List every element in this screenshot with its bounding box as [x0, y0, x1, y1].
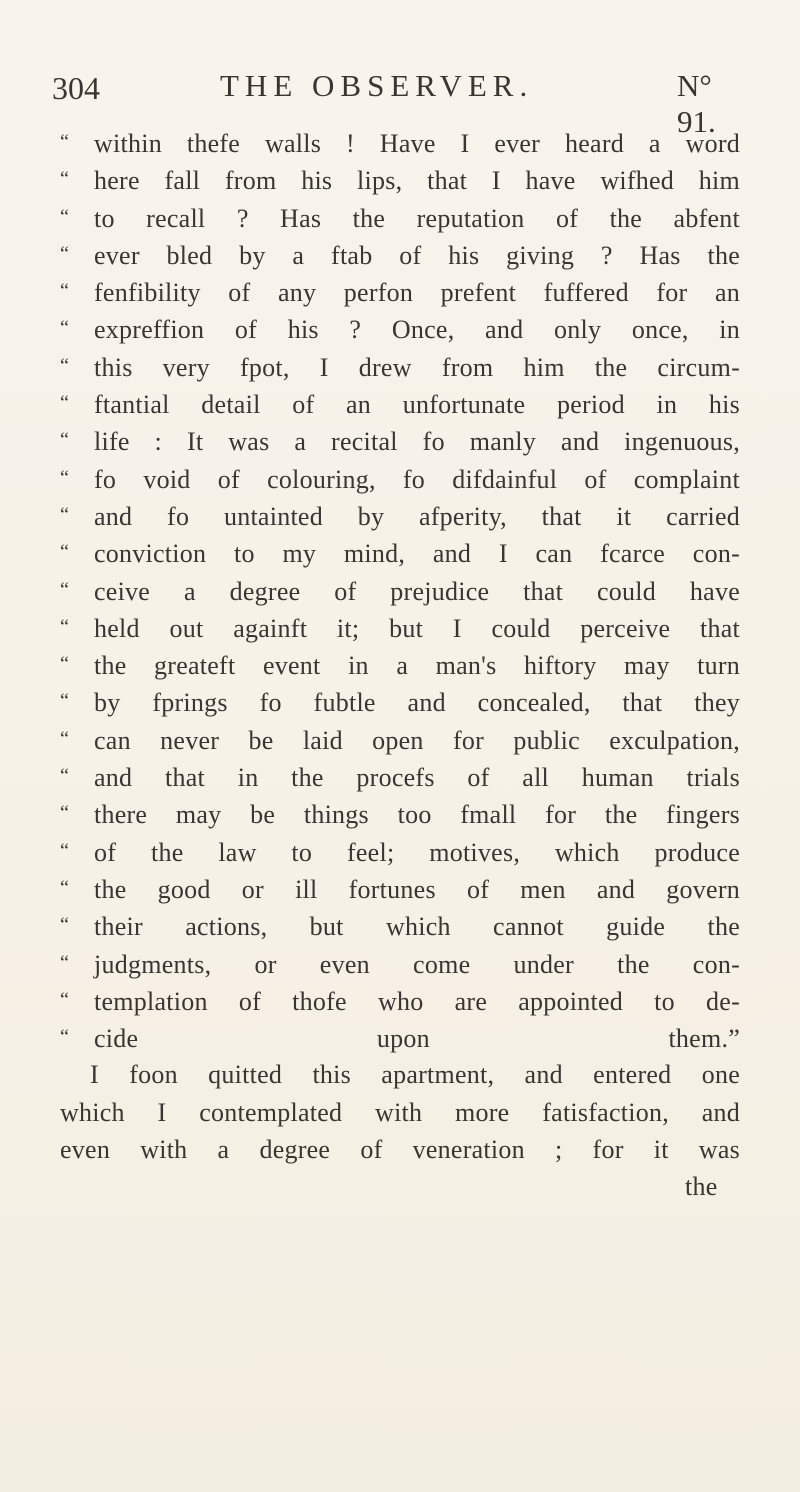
text-line — [60, 907, 740, 944]
issue-number: N° 91. — [677, 68, 716, 139]
line-text: this very fpot, I drew from him the circum- — [94, 352, 740, 382]
line-text: templation of thofe who are appointed to de- — [94, 986, 740, 1016]
text-line — [60, 385, 740, 422]
quote-mark: “ — [60, 876, 70, 899]
quote-mark: “ — [60, 802, 70, 825]
line-text: and fo untainted by afperity, that it carried — [94, 501, 740, 531]
line-text: life : It was a recital fo manly and ingenuous, — [94, 427, 740, 457]
line-text: the good or ill fortunes of men and govern — [94, 874, 740, 904]
quote-mark: “ — [60, 690, 70, 713]
text-line — [60, 870, 740, 907]
line-text: fo void of colouring, fo difdainful of complaint — [94, 464, 740, 494]
quote-mark: “ — [60, 615, 70, 638]
text-line — [60, 572, 740, 609]
line-text: to recall ? Has the reputation of the abfent — [94, 203, 740, 233]
quote-mark: “ — [60, 541, 70, 564]
text-line — [60, 945, 740, 982]
text-line — [60, 199, 740, 236]
quote-mark: “ — [60, 354, 70, 377]
line-text: judgments, or even come under the con- — [94, 949, 740, 979]
quote-mark: “ — [60, 466, 70, 489]
quote-mark: “ — [60, 578, 70, 601]
line-text: of the law to feel; motives, which produce — [94, 837, 740, 867]
line-text: within thefe walls ! Have I ever heard a word — [94, 129, 740, 158]
quote-mark: “ — [60, 168, 70, 191]
text-line — [60, 236, 740, 273]
line-text: there may be things too fmall for the fingers — [94, 800, 740, 830]
text-line — [60, 646, 740, 683]
text-line: which I contemplated with more fatisfaction, and — [60, 1097, 740, 1127]
quote-mark: “ — [60, 988, 70, 1011]
line-text: ceive a degree of prejudice that could have — [94, 576, 740, 606]
quote-mark: “ — [60, 914, 70, 937]
text-line — [60, 1019, 740, 1056]
line-text: fenfibility of any perfon prefent fuffered for an — [94, 278, 740, 308]
quote-mark: “ — [60, 951, 70, 974]
quote-mark: “ — [60, 205, 70, 228]
text-line — [60, 273, 740, 310]
text-line — [60, 609, 740, 646]
line-text: expreffion of his ? Once, and only once, in — [94, 315, 740, 345]
line-text: their actions, but which cannot guide the — [94, 912, 740, 942]
quote-mark: “ — [60, 392, 70, 415]
narrative-paragraph — [60, 1056, 740, 1168]
line-text: by fprings fo fubtle and concealed, that they — [94, 688, 740, 718]
text-line — [60, 833, 740, 870]
line-text: the greateft event in a man's hiftory may turn — [94, 651, 740, 681]
text-line — [60, 497, 740, 534]
quoted-passage — [60, 124, 740, 1056]
line-text: ftantial detail of an unfortunate period in his — [94, 390, 740, 420]
line-text: held out againft it; but I could perceive that — [94, 613, 740, 643]
quote-mark: “ — [60, 653, 70, 676]
text-line — [60, 534, 740, 571]
quote-mark: “ — [60, 727, 70, 750]
line-text: conviction to my mind, and I can fcarce con- — [94, 539, 740, 569]
quote-mark: “ — [60, 242, 70, 265]
text-line — [60, 683, 740, 720]
text-line: I foon quitted this apartment, and entered one — [90, 1060, 740, 1090]
quote-mark: “ — [60, 503, 70, 526]
text-line — [60, 161, 740, 198]
body-text — [60, 124, 740, 1206]
line-text: here fall from his lips, that I have wifhed him — [94, 166, 740, 196]
quote-mark: “ — [60, 765, 70, 788]
text-line: even with a degree of veneration ; for it was — [60, 1135, 740, 1165]
line-text: and that in the procefs of all human trials — [94, 763, 740, 793]
running-title: THE OBSERVER. — [220, 68, 534, 103]
text-line — [60, 422, 740, 459]
quote-mark: “ — [60, 429, 70, 452]
text-line — [60, 310, 740, 347]
catchword: the — [685, 1172, 718, 1202]
text-line — [60, 758, 740, 795]
quote-mark: “ — [60, 317, 70, 340]
line-text: cide upon them.” — [94, 1024, 740, 1054]
quote-mark: “ — [60, 839, 70, 862]
text-line — [60, 460, 740, 497]
quote-mark: “ — [60, 1026, 70, 1049]
text-line — [60, 721, 740, 758]
line-text: ever bled by a ftab of his giving ? Has the — [94, 240, 740, 270]
text-line — [60, 795, 740, 832]
text-line — [60, 348, 740, 385]
page-number: 304 — [52, 70, 100, 106]
line-text: can never be laid open for public exculpation, — [94, 725, 740, 755]
text-line — [60, 982, 740, 1019]
text-line — [60, 124, 740, 161]
quote-mark: “ — [60, 131, 70, 153]
running-header — [52, 62, 752, 139]
quote-mark: “ — [60, 280, 70, 303]
